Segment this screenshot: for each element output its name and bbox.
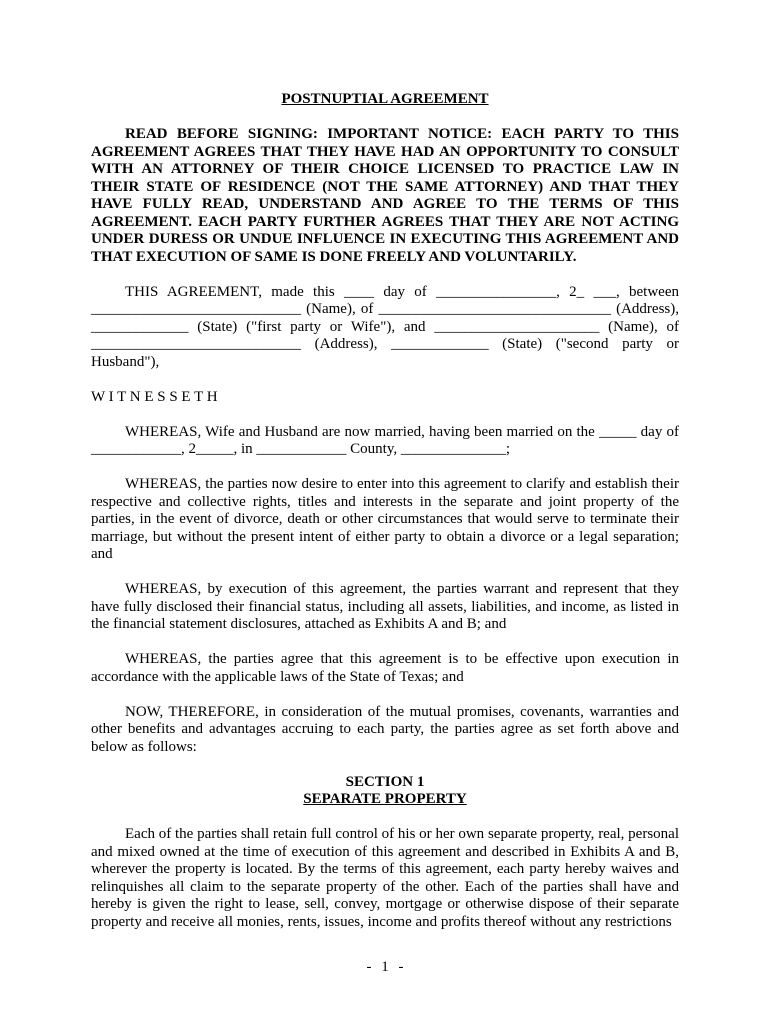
page-number: - 1 -	[366, 959, 404, 975]
witnesseth-heading: W I T N E S S E T H	[91, 388, 218, 405]
section-1-title: SEPARATE PROPERTY	[303, 791, 467, 807]
whereas-desire-paragraph: WHEREAS, the parties now desire to enter into this agreement to clarify and establish their respective and collective rights, titles and interests in the separate and joint property of the parties, in the event of divorce, death or other circumstances that would serve to terminate their marriage, but without the present intent of either party to obtain a divorce or a legal separation; and	[91, 476, 679, 562]
document-title: POSTNUPTIAL AGREEMENT	[281, 91, 489, 107]
section-1-body-paragraph: Each of the parties shall retain full control of his or her own separate property, real, personal and mixed owned at the time of execution of this agreement and described in Exhibits A and B, wherever the property is located. By the terms of this agreement, each party hereby waives and relinquishes all claim to the separate property of the other. Each of the parties shall have and hereby is given the right to lease, sell, convey, mortgage or otherwise dispose of their separate property and receive all monies, rents, issues, income and profits thereof without any restrictions	[91, 826, 679, 930]
section-1-heading	[91, 774, 679, 809]
whereas-marriage-paragraph: WHEREAS, Wife and Husband are now married, having been married on the _____ day of ____________, 2_____, in ____________ County, ______________;	[91, 423, 679, 457]
whereas-disclosure-paragraph: WHEREAS, by execution of this agreement, the parties warrant and represent that they have fully disclosed their financial status, including all assets, liabilities, and income, as listed in the financial statement disclosures, attached as Exhibits A and B; and	[91, 581, 679, 632]
now-therefore-paragraph: NOW, THEREFORE, in consideration of the mutual promises, covenants, warranties and other benefits and advantages accruing to each party, the parties agree as set forth above and below as follows:	[91, 703, 679, 755]
document-content	[91, 91, 679, 931]
notice-paragraph: READ BEFORE SIGNING: IMPORTANT NOTICE: EACH PARTY TO THIS AGREEMENT AGREES THAT THEY HAVE HAD AN OPPORTUNITY TO CONSULT WITH AN ATTORNEY OF THEIR CHOICE LICENSED TO PRACTICE LAW IN THEIR STATE OF RESIDENCE (NOT THE SAME ATTORNEY) AND THAT THEY HAVE FULLY READ, UNDERSTAND AND AGREE TO THE TERMS OF THIS AGREEMENT. EACH PARTY FURTHER AGREES THAT THEY ARE NOT ACTING UNDER DURESS OR UNDUE INFLUENCE IN EXECUTING THIS AGREEMENT AND THAT EXECUTION OF SAME IS DONE FREELY AND VOLUNTARILY.	[91, 126, 679, 265]
section-1-number: SECTION 1	[345, 773, 425, 790]
intro-paragraph: THIS AGREEMENT, made this ____ day of ________________, 2_ ___, between ____________________________ (Name), of _______________________________ (Address), _____________ (State) ("first party or Wife"), and ______________________ (Name), of ____________________________ (Address), _____________ (State) ("second party or Husband"),	[91, 283, 679, 370]
whereas-effective-paragraph: WHEREAS, the parties agree that this agreement is to be effective upon execution in accordance with the applicable laws of the State of Texas; and	[91, 651, 679, 685]
